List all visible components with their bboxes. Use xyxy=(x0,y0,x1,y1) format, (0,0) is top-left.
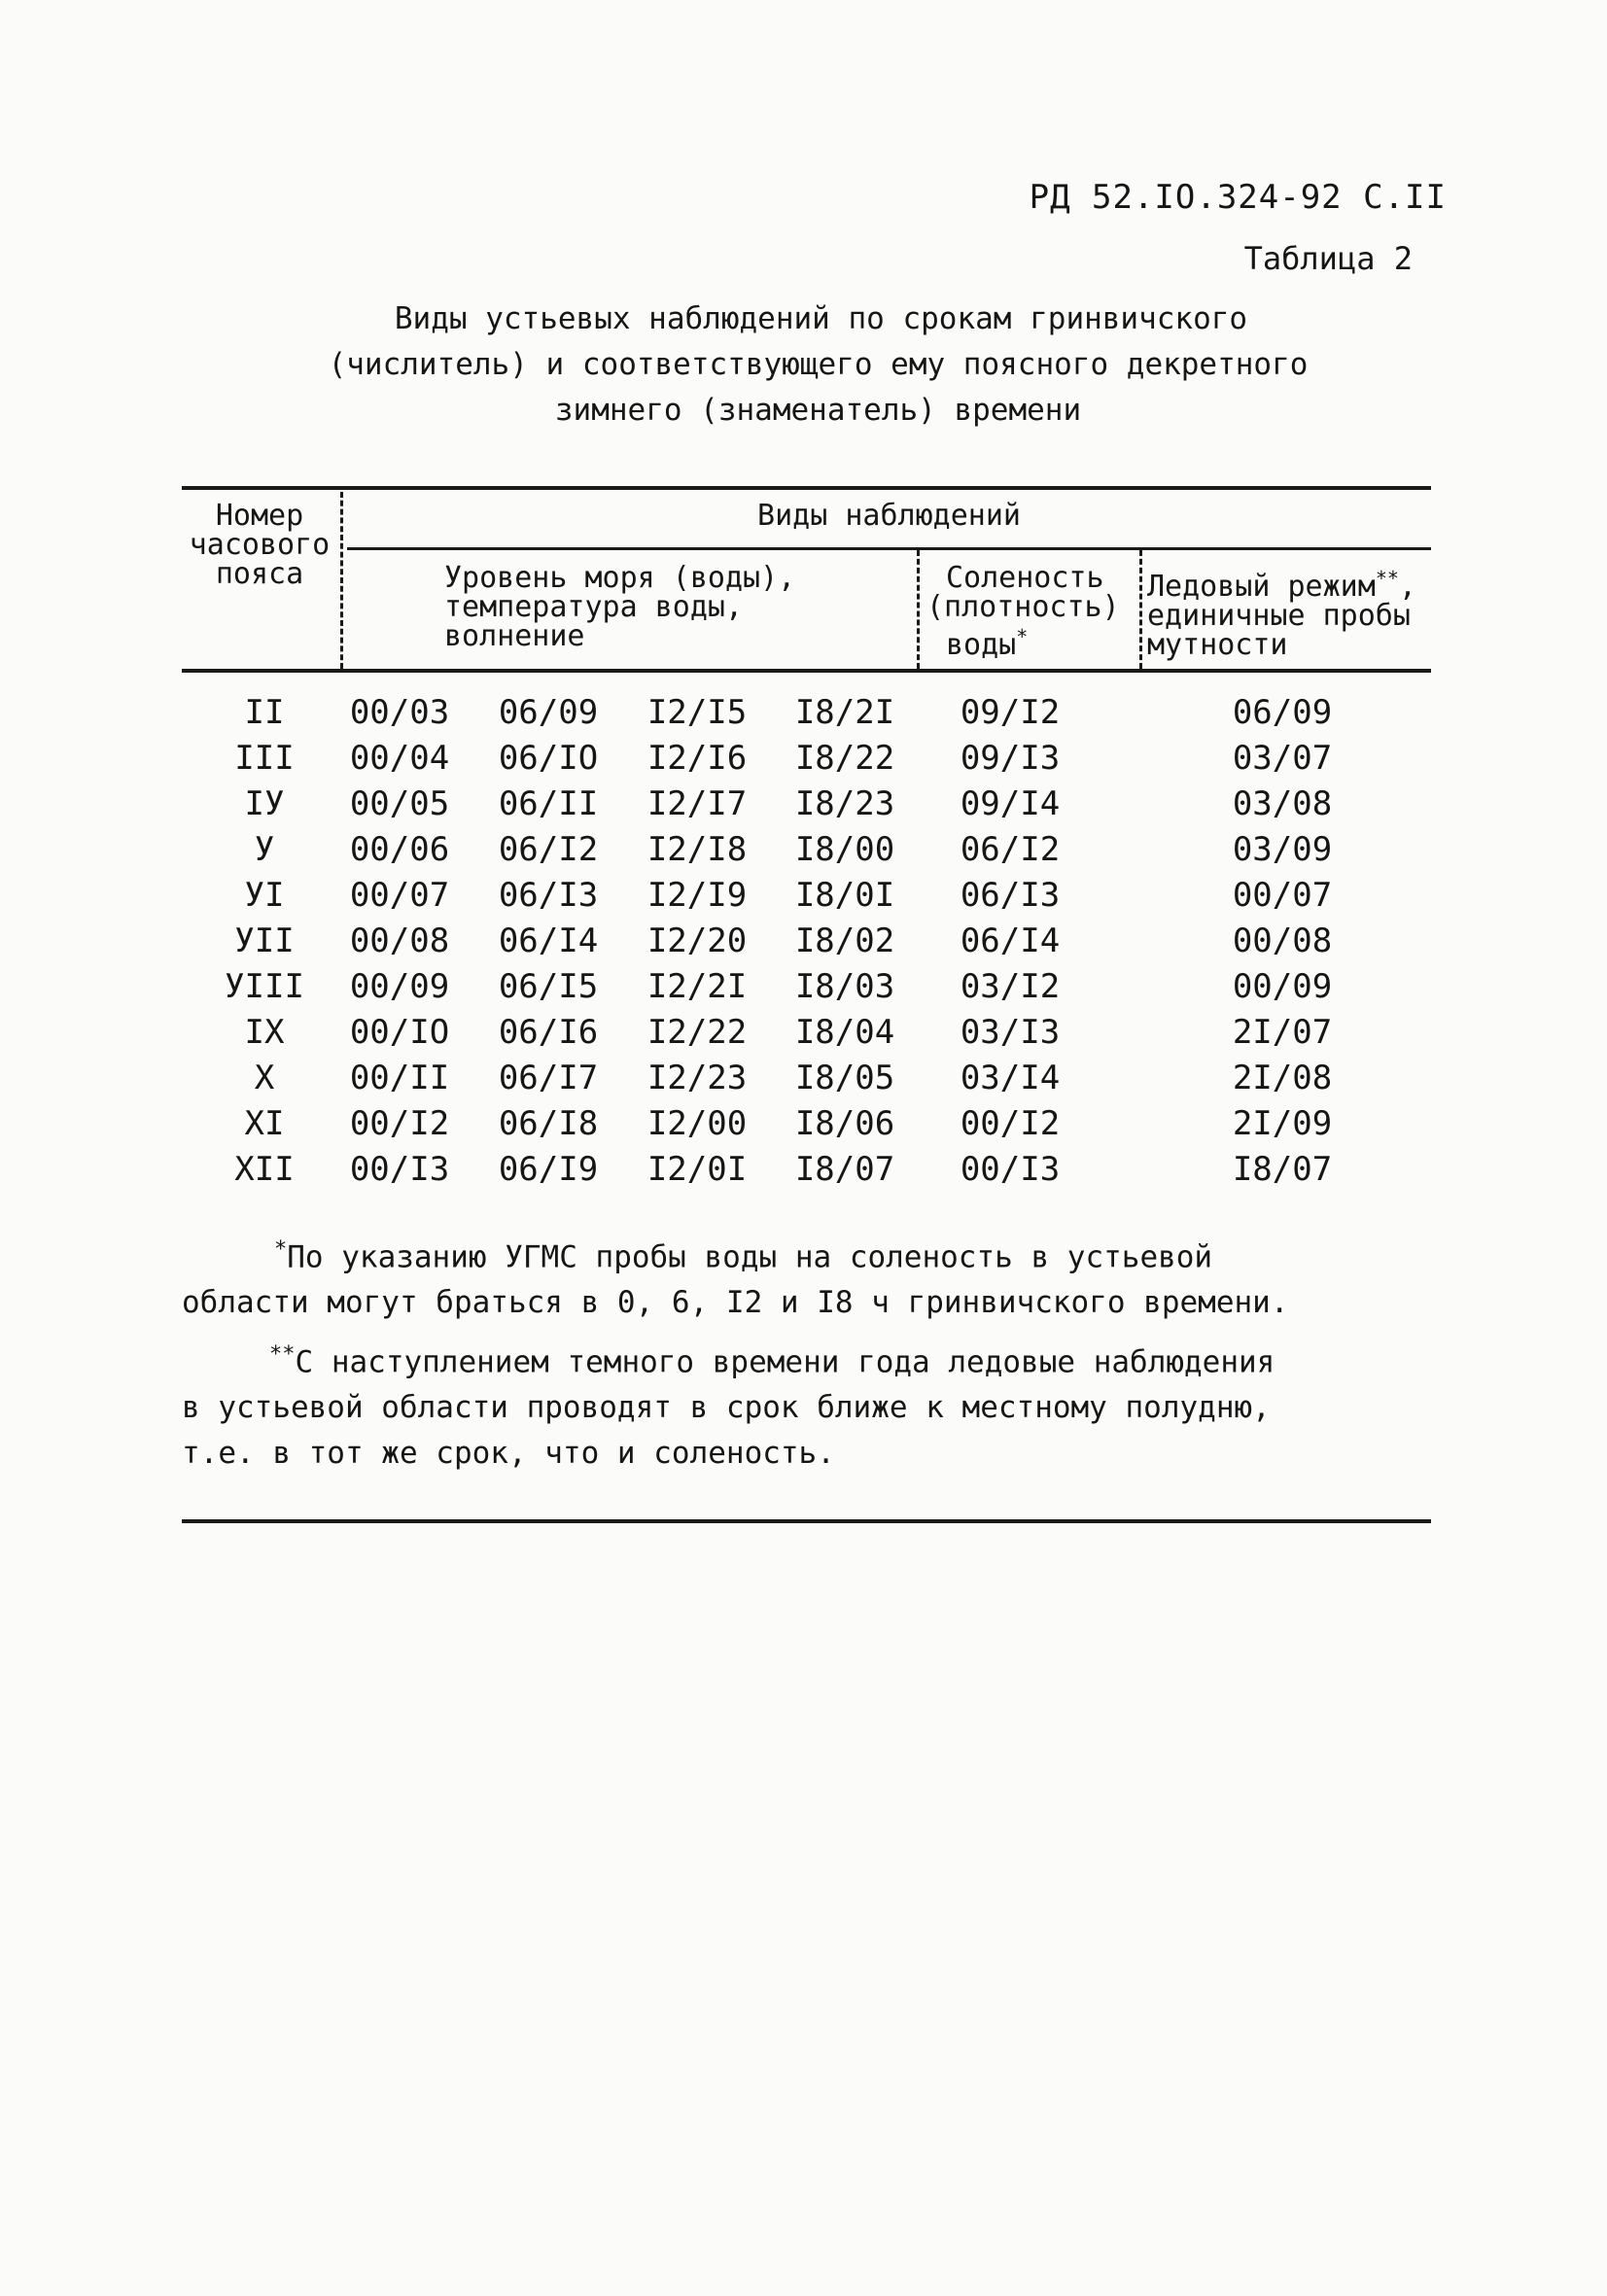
salinity-cell: 00/I3 xyxy=(960,1150,1061,1189)
level-cell: 00/IO xyxy=(349,1013,450,1052)
level-cell: I2/23 xyxy=(646,1059,748,1097)
ice-cell: I8/07 xyxy=(1232,1150,1333,1189)
footnote-2 xyxy=(182,1332,1275,1477)
ice-cell: 03/09 xyxy=(1232,830,1333,869)
ice-header-line: мутности xyxy=(1147,628,1288,662)
table-row xyxy=(0,922,1607,966)
zone-cell: УIII xyxy=(225,967,304,1006)
footnote-1-line: области могут браться в 0, 6, I2 и I8 ч гринвичского времени. xyxy=(182,1285,1289,1321)
table-header-bottom-rule xyxy=(182,669,1431,673)
level-cell: 06/IO xyxy=(498,739,599,778)
level-column-header xyxy=(444,561,796,653)
title-line-2: (числитель) и соответствующего ему поясного декретного xyxy=(328,347,1309,382)
level-cell: 06/I6 xyxy=(498,1013,599,1052)
salinity-cell: 09/I2 xyxy=(960,693,1061,732)
table-row xyxy=(0,1150,1607,1195)
level-column-divider xyxy=(917,550,920,669)
document-code: РД 52.IO.324-92 С.II xyxy=(1029,178,1447,217)
salinity-header-text: воды xyxy=(946,628,1017,662)
title-line-1: Виды устьевых наблюдений по срокам гринвичского xyxy=(394,301,1248,336)
salinity-column-divider xyxy=(1139,550,1142,669)
level-cell: I2/0I xyxy=(646,1150,748,1189)
level-cell: 00/II xyxy=(349,1059,450,1097)
footnote-2-line xyxy=(182,1332,1275,1385)
level-cell: 00/04 xyxy=(349,739,450,778)
title-line-3: зимнего (знаменатель) времени xyxy=(554,393,1082,428)
zone-cell: УII xyxy=(234,922,295,960)
zone-header-line: пояса xyxy=(215,557,304,591)
footnote-2-line: в устьевой области проводят в срок ближе к местному полудню, xyxy=(182,1390,1271,1426)
ice-cell: 03/08 xyxy=(1232,784,1333,823)
level-cell: I8/07 xyxy=(794,1150,895,1189)
ice-column-header xyxy=(1147,564,1416,660)
level-cell: 06/I4 xyxy=(498,922,599,960)
level-cell: I8/06 xyxy=(794,1104,895,1143)
level-cell: I8/22 xyxy=(794,739,895,778)
level-header-line: Уровень моря (воды), xyxy=(444,561,796,595)
footnote-2-line: т.е. в тот же срок, что и соленость. xyxy=(182,1436,835,1472)
level-cell: 00/09 xyxy=(349,967,450,1006)
salinity-column-header xyxy=(926,561,1120,662)
level-cell: I8/02 xyxy=(794,922,895,960)
level-cell: I2/I7 xyxy=(646,784,748,823)
zone-cell: IУ xyxy=(244,784,285,823)
table-row xyxy=(0,1059,1607,1103)
footnote-1 xyxy=(182,1227,1288,1326)
ice-header-line: единичные пробы xyxy=(1147,599,1411,633)
table-top-rule xyxy=(182,486,1431,490)
level-cell: 00/08 xyxy=(349,922,450,960)
level-cell: 00/07 xyxy=(349,876,450,915)
zone-header-line: Номер xyxy=(215,499,304,533)
salinity-cell: 03/I4 xyxy=(960,1059,1061,1097)
salinity-cell: 00/I2 xyxy=(960,1104,1061,1143)
table-label: Таблица 2 xyxy=(1243,240,1413,277)
ice-cell: 03/07 xyxy=(1232,739,1333,778)
level-cell: 06/09 xyxy=(498,693,599,732)
salinity-cell: 03/I2 xyxy=(960,967,1061,1006)
table-row xyxy=(0,1013,1607,1058)
table-row xyxy=(0,967,1607,1012)
footnote-2-text: С наступлением темного времени года ледовые наблюдения xyxy=(295,1344,1275,1380)
ice-header-line: Ледовый режим**, xyxy=(1147,567,1416,604)
zone-cell: III xyxy=(234,739,295,778)
bottom-rule xyxy=(182,1519,1431,1523)
level-cell: I2/I6 xyxy=(646,739,748,778)
salinity-header-line: (плотность) xyxy=(926,590,1120,624)
salinity-header-line xyxy=(926,622,1120,660)
ice-cell: 00/07 xyxy=(1232,876,1333,915)
zone-header-line: часового xyxy=(189,528,331,562)
table-row xyxy=(0,1104,1607,1149)
salinity-header-line: Соленость xyxy=(946,561,1104,595)
level-cell: 06/I5 xyxy=(498,967,599,1006)
ice-header-text: Ледовый режим xyxy=(1147,570,1376,604)
zone-column-header xyxy=(182,499,337,591)
table-row xyxy=(0,830,1607,875)
zone-cell: IX xyxy=(244,1013,285,1052)
footnote-mark: ** xyxy=(1375,567,1399,590)
footnote-1-line xyxy=(182,1227,1288,1280)
ice-cell: 2I/08 xyxy=(1232,1059,1333,1097)
level-cell: I8/04 xyxy=(794,1013,895,1052)
level-cell: 06/I2 xyxy=(498,830,599,869)
salinity-cell: 09/I4 xyxy=(960,784,1061,823)
level-cell: I8/05 xyxy=(794,1059,895,1097)
level-cell: I2/00 xyxy=(646,1104,748,1143)
level-cell: 06/I3 xyxy=(498,876,599,915)
level-header-line: температура воды, xyxy=(444,590,744,624)
level-cell: I8/0I xyxy=(794,876,895,915)
level-cell: 00/06 xyxy=(349,830,450,869)
zone-cell: XII xyxy=(234,1150,295,1189)
ice-cell: 00/08 xyxy=(1232,922,1333,960)
level-cell: 00/05 xyxy=(349,784,450,823)
level-header-line: волнение xyxy=(444,619,585,653)
salinity-cell: 09/I3 xyxy=(960,739,1061,778)
zone-cell: II xyxy=(244,693,285,732)
level-cell: 06/I9 xyxy=(498,1150,599,1189)
table-row xyxy=(0,693,1607,738)
table-row xyxy=(0,784,1607,829)
zone-cell: УI xyxy=(244,876,285,915)
zone-cell: XI xyxy=(244,1104,285,1143)
level-cell: I2/I5 xyxy=(646,693,748,732)
level-cell: 06/II xyxy=(498,784,599,823)
salinity-cell: 06/I2 xyxy=(960,830,1061,869)
level-cell: 00/03 xyxy=(349,693,450,732)
ice-cell: 06/09 xyxy=(1232,693,1333,732)
level-cell: 06/I7 xyxy=(498,1059,599,1097)
table-row xyxy=(0,876,1607,921)
table-row xyxy=(0,739,1607,783)
level-cell: I2/20 xyxy=(646,922,748,960)
level-cell: I2/I9 xyxy=(646,876,748,915)
zone-cell: У xyxy=(254,830,275,869)
level-cell: I2/2I xyxy=(646,967,748,1006)
level-cell: 00/I3 xyxy=(349,1150,450,1189)
ice-cell: 00/09 xyxy=(1232,967,1333,1006)
footnote-mark: * xyxy=(1016,625,1029,648)
ice-cell: 2I/07 xyxy=(1232,1013,1333,1052)
zone-cell: X xyxy=(254,1059,275,1097)
group-header-rule xyxy=(347,547,1431,550)
zone-column-divider xyxy=(340,492,343,669)
level-cell: I8/23 xyxy=(794,784,895,823)
observation-types-header: Виды наблюдений xyxy=(757,499,1021,533)
ice-cell: 2I/09 xyxy=(1232,1104,1333,1143)
level-cell: 06/I8 xyxy=(498,1104,599,1143)
salinity-cell: 03/I3 xyxy=(960,1013,1061,1052)
level-cell: I2/I8 xyxy=(646,830,748,869)
level-cell: I8/03 xyxy=(794,967,895,1006)
footnote-1-text: По указанию УГМС пробы воды на соленость в устьевой xyxy=(287,1239,1213,1275)
level-cell: 00/I2 xyxy=(349,1104,450,1143)
salinity-cell: 06/I3 xyxy=(960,876,1061,915)
level-cell: I2/22 xyxy=(646,1013,748,1052)
level-cell: I8/00 xyxy=(794,830,895,869)
salinity-cell: 06/I4 xyxy=(960,922,1061,960)
footnote-mark: ** xyxy=(269,1342,296,1367)
level-cell: I8/2I xyxy=(794,693,895,732)
footnote-mark: * xyxy=(274,1237,288,1262)
